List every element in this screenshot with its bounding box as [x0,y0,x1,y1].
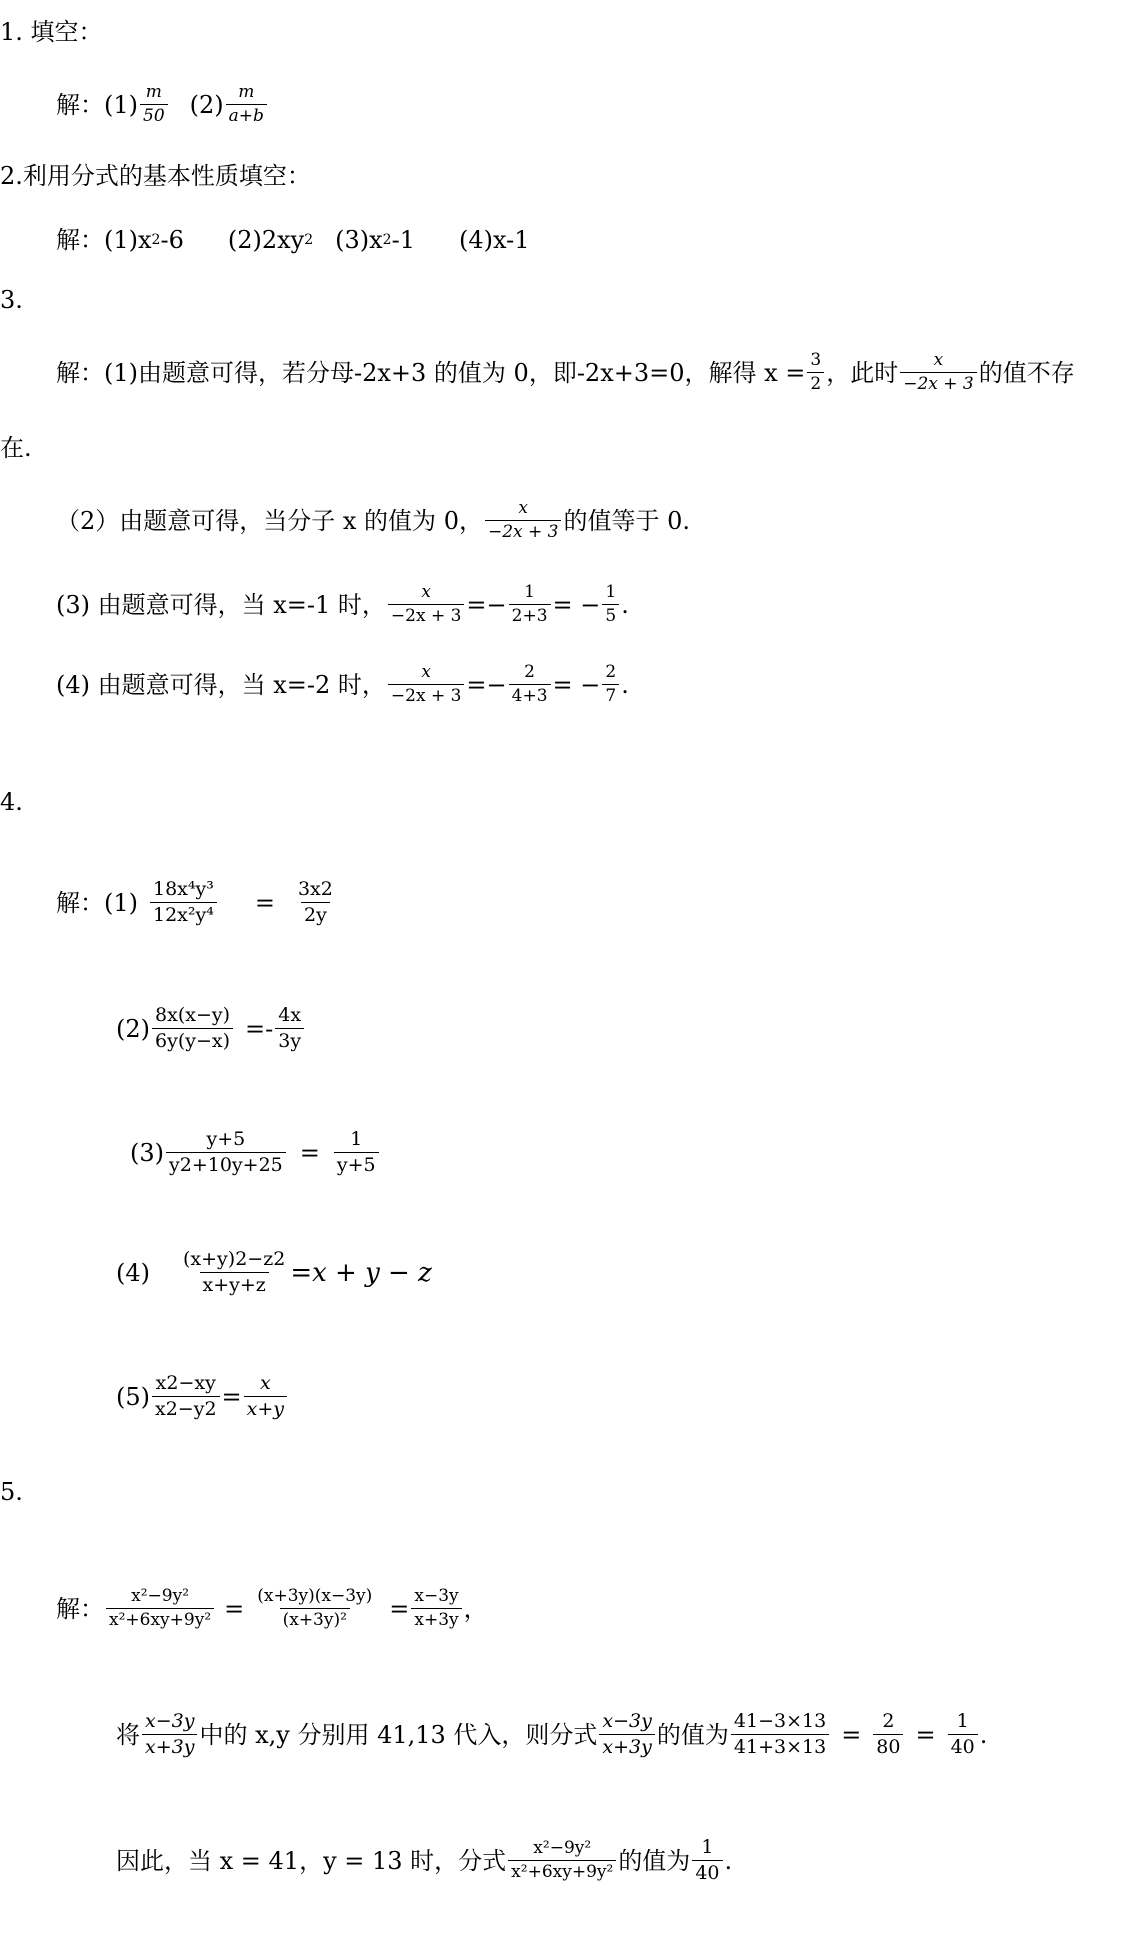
q3-heading: 3. [0,286,23,314]
q5-l2-fraction-2: $\frac{x-3y}{x+3y}$ [599,1712,654,1757]
q5-line-3: 因此，当 x = 41，y = 13 时，分式 $\frac{\text{x²−9y²}}{\text{x²+6xy+9y²}}$ 的值为 $\frac{1}{40}$ . [116,1836,733,1884]
q5-line-1: 解： $\frac{\text{x²−9y²}}{\text{x²+6xy+9y²}}$ = $\frac{(x+3y)(x-3y)}{\text{(x+3y)²}}$ = $\frac{x-3y}{x+3y}$ ， [56,1586,488,1630]
q4-p3-fraction: $\frac{y+5}{y2+10y+25}$ [166,1130,286,1175]
q4-p5-result: $\frac{x}{x+y}$ [244,1374,287,1419]
q3-fraction-3-2: $\frac{3}{2}$ [807,352,824,393]
q3-l4-fraction-1: $\frac{x}{-2x + 3}$ [388,664,465,705]
q4-p5-fraction: $\frac{x2-xy}{x2-y2}$ [152,1374,220,1419]
q5-l3-fraction-2: $\frac{1}{40}$ [692,1838,722,1883]
q5-heading: 5. [0,1478,23,1506]
q4-part-5: (5) $\frac{x2-xy}{x2-y2}$ = $\frac{x}{x+y}$ [116,1374,289,1419]
q5-l1-fraction-3: $\frac{x-3y}{x+3y}$ [411,1588,461,1629]
q4-p4-fraction: $\frac{(x+y)2-z2}{x+y+z}$ [183,1248,286,1296]
q4-p2-fraction: $\frac{8x(x-y)}{6y(y-x)}$ [152,1006,233,1051]
q3-l3-fraction-2: $\frac{1}{2+3}$ [509,584,551,625]
q5-l3-fraction-1: $\frac{\text{x²−9y²}}{\text{x²+6xy+9y²}}$ [508,1840,616,1881]
q3-l3-fraction-1: $\frac{x}{-2x + 3}$ [388,584,465,625]
q4-heading: 4. [0,788,23,816]
q4-p1-fraction: $\frac{\text{18x⁴y³}}{\text{12x²y⁴}}$ [150,880,217,925]
q5-l1-fraction-2: $\frac{(x+3y)(x-3y)}{\text{(x+3y)²}}$ [257,1586,373,1630]
q2-answer: 解：(1)x 2 -6 (2)2xy 2 (3)x 2 -1 (4)x-1 [56,226,530,254]
q4-part-2: (2) $\frac{8x(x-y)}{6y(y-x)}$ =- $\frac{4x}{3y}$ [116,1006,306,1051]
q4-part-1: 解：(1) $\frac{\text{18x⁴y³}}{\text{12x²y⁴}}$ = $\frac{3x2}{2y}$ [56,880,338,925]
q4-part-3: (3) $\frac{y+5}{y2+10y+25}$ = $\frac{1}{y+5}$ [130,1130,381,1175]
q4-p3-result: $\frac{1}{y+5}$ [334,1130,379,1175]
q3-line-3: (3) 由题意可得，当 x=-1 时， $\frac{x}{-2x + 3}$ =− $\frac{1}{2+3}$ = − $\frac{1}{5}$ . [56,582,629,626]
q5-l2-fraction-3: $\frac{41-3\times 13}{41+3\times 13}$ [731,1712,829,1757]
q1-heading: 1. 填空： [0,18,103,46]
q4-p1-result: $\frac{3x2}{2y}$ [297,878,333,926]
q4-p2-result: $\frac{4x}{3y}$ [275,1006,304,1051]
q1-fraction-2: $\frac{m}{a+b}$ [226,84,267,125]
q3-l4-fraction-2: $\frac{2}{4+3}$ [509,664,551,705]
q4-part-4: (4) $\frac{(x+y)2-z2}{x+y+z}$ =x + y − z [116,1248,432,1296]
q2-heading: 2.利用分式的基本性质填空： [0,162,311,190]
q5-line-2: 将 $\frac{x-3y}{x+3y}$ 中的 x,y 分别用 41,13 代入，则分式 $\frac{x-3y}{x+3y}$ 的值为 $\frac{41-3\times 13}{41+3\times 13}$ = $\frac{2}{80}$ = $\frac{1}{40}$ . [116,1710,988,1758]
q3-line-1: 解：(1)由题意可得，若分母-2x+3 的值为 0，即-2x+3=0，解得 x = $\frac{3}{2}$ ，此时 $\frac{x}{-2x + 3}$ 的值不存 [56,350,1075,394]
q5-l2-fraction-4: $\frac{2}{80}$ [873,1712,903,1757]
q3-fraction-x: $\frac{x}{-2x + 3}$ [900,352,977,393]
q3-line-4: (4) 由题意可得，当 x=-2 时， $\frac{x}{-2x + 3}$ =− $\frac{2}{4+3}$ = − $\frac{2}{7}$ . [56,662,629,706]
q3-line-1-cont: 在. [0,434,32,462]
q3-l4-fraction-3: $\frac{2}{7}$ [602,664,619,705]
q1-answer: 解：(1) $\frac{m}{50}$ (2) $\frac{m}{a+b}$ [56,84,269,125]
q5-l1-fraction-1: $\frac{\text{x²−9y²}}{\text{x²+6xy+9y²}}$ [106,1588,214,1629]
q5-l2-fraction-1: $\frac{x-3y}{x+3y}$ [142,1712,197,1757]
q3-l3-fraction-3: $\frac{1}{5}$ [602,584,619,625]
q5-l2-fraction-5: $\frac{1}{40}$ [948,1712,978,1757]
q3-line-2: （2）由题意可得，当分子 x 的值为 0， $\frac{x}{-2x + 3}$ 的值等于 0. [56,498,691,542]
q3-l2-fraction: $\frac{x}{-2x + 3}$ [485,500,562,541]
q1-fraction-1: $\frac{m}{50}$ [140,84,168,125]
